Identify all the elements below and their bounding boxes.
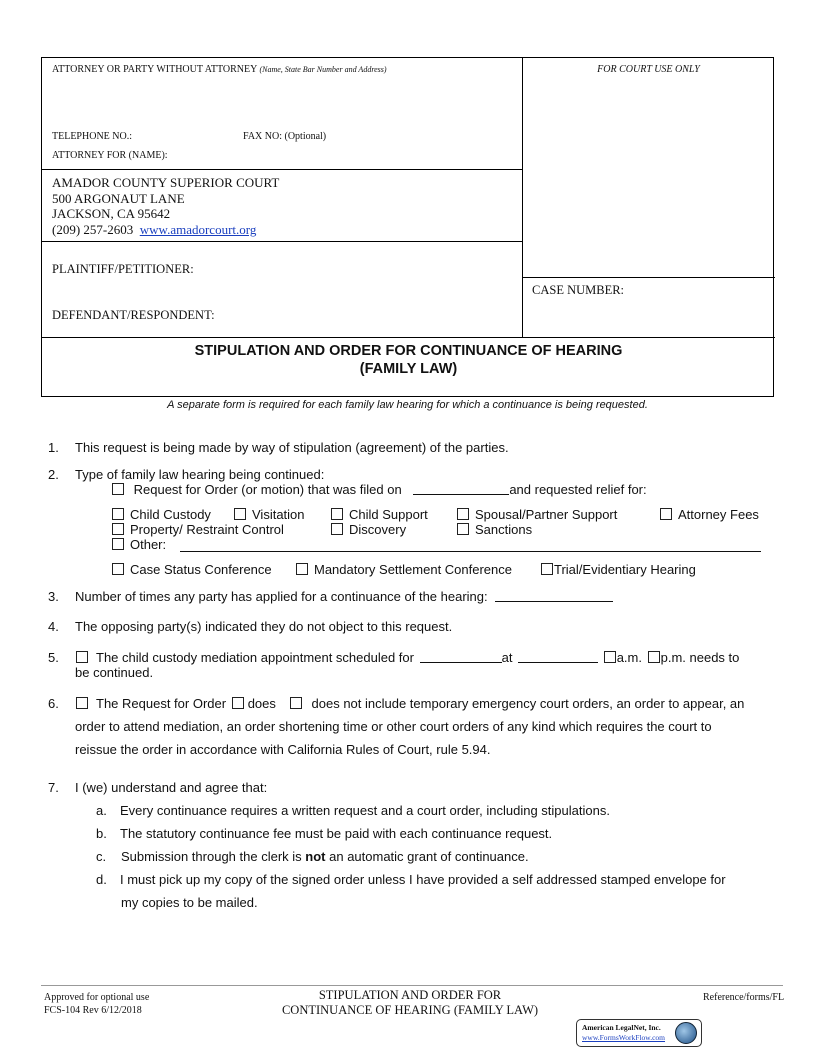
option-visitation[interactable] [234, 507, 305, 522]
discovery-checkbox[interactable] [331, 523, 343, 535]
spousal-support-checkbox[interactable] [457, 508, 469, 520]
property-label: Property/ Restraint Control [130, 522, 284, 537]
item-6-text-d: reissue the order in accordance with California Rules of Court, rule 5.94. [75, 742, 491, 757]
sanctions-checkbox[interactable] [457, 523, 469, 535]
court-website-link[interactable]: www.amadorcourt.org [139, 221, 257, 237]
mediation-time-field[interactable] [518, 651, 598, 663]
telephone-label: TELEPHONE NO.: [52, 131, 132, 142]
item-6-text-c: order to attend mediation, an order shortening time or other court orders of any kind which requires the court to [75, 719, 712, 734]
defendant-label: DEFENDANT/RESPONDENT: [52, 308, 215, 322]
sub-label: c. [96, 849, 107, 864]
court-phone: (209) 257-2603 [52, 221, 134, 237]
child-support-checkbox[interactable] [331, 508, 343, 520]
vendor-logo [576, 1019, 702, 1047]
footer-divider [41, 985, 783, 986]
sub-a-text: Every continuance requires a written request and a court order, including stipulations. [120, 803, 610, 818]
visitation-label: Visitation [252, 507, 305, 522]
case-status-label: Case Status Conference [130, 562, 272, 577]
court-name: AMADOR COUNTY SUPERIOR COURT [52, 175, 280, 190]
mediation-date-field[interactable] [420, 651, 502, 663]
other-label: Other: [130, 537, 167, 552]
does-label: does [247, 696, 276, 711]
child-custody-checkbox[interactable] [112, 508, 124, 520]
trial-checkbox[interactable] [541, 563, 553, 575]
visitation-checkbox[interactable] [234, 508, 246, 520]
item-5-continued: be continued. [75, 665, 154, 680]
case-number-label: CASE NUMBER: [532, 283, 625, 297]
option-mandatory-settlement[interactable] [296, 562, 512, 577]
child-custody-label: Child Custody [130, 507, 211, 522]
trial-label: Trial/Evidentiary Hearing [554, 562, 696, 577]
option-attorney-fees[interactable] [660, 507, 759, 522]
mediation-checkbox[interactable] [76, 651, 88, 663]
court-address [52, 175, 279, 237]
item-1-text: This request is being made by way of stipulation (agreement) of the parties. [75, 440, 509, 455]
caption-divider [42, 241, 522, 242]
sub-label: a. [96, 803, 107, 818]
sub-c-text-b: an automatic grant of continuance. [329, 849, 529, 864]
court-city: JACKSON, CA 95642 [52, 206, 171, 221]
rfo-row [112, 482, 647, 497]
am-label: a.m. [616, 650, 642, 665]
am-checkbox[interactable] [604, 651, 616, 663]
option-sanctions[interactable] [457, 522, 532, 537]
rfo-checkbox[interactable] [112, 483, 124, 495]
item-number: 3. [48, 589, 59, 604]
form-title: STIPULATION AND ORDER FOR CONTINUANCE OF HEARING [194, 343, 623, 359]
item-5-row [76, 650, 739, 665]
item-number: 5. [48, 650, 59, 665]
item-number: 7. [48, 780, 59, 795]
vendor-website[interactable]: www.FormsWorkFlow.com [582, 1033, 666, 1042]
footer-reference: Reference/forms/FL [703, 992, 785, 1003]
court-use-label: FOR COURT USE ONLY [597, 64, 700, 75]
item-number: 4. [48, 619, 59, 634]
form-subtitle: (FAMILY LAW) [359, 361, 458, 377]
item-3-text: Number of times any party has applied for a continuance of the hearing: [75, 589, 488, 604]
vendor-name: American LegalNet, Inc. [582, 1023, 661, 1032]
sub-d-text: I must pick up my copy of the signed order unless I have provided a self addressed stamped envelope for [120, 872, 726, 887]
footer-approved: Approved for optional use [44, 992, 150, 1003]
item-number: 6. [48, 696, 59, 711]
plaintiff-label: PLAINTIFF/PETITIONER: [52, 262, 194, 276]
instruction-note: A separate form is required for each family law hearing for which a continuance is being requested. [167, 399, 648, 411]
option-child-custody[interactable] [112, 507, 211, 522]
pm-checkbox[interactable] [648, 651, 660, 663]
footer-title-1: STIPULATION AND ORDER FOR [318, 988, 502, 1002]
item-5-text: The child custody mediation appointment scheduled for [96, 650, 414, 665]
option-case-status[interactable] [112, 562, 272, 577]
does-checkbox[interactable] [232, 697, 244, 709]
rfo-label: Request for Order (or motion) that was filed on [133, 482, 402, 497]
globe-icon [675, 1022, 697, 1044]
attorney-sublabel: (Name, State Bar Number and Address) [259, 65, 387, 74]
fax-label: FAX NO: (Optional) [243, 131, 327, 142]
discovery-label: Discovery [349, 522, 407, 537]
property-checkbox[interactable] [112, 523, 124, 535]
court-street: 500 ARGONAUT LANE [52, 190, 185, 206]
option-child-support[interactable] [331, 507, 428, 522]
caption-divider [42, 169, 522, 170]
attorney-fees-label: Attorney Fees [678, 507, 759, 522]
option-spousal-support[interactable] [457, 507, 617, 522]
spousal-support-label: Spousal/Partner Support [475, 507, 618, 522]
mandatory-settlement-checkbox[interactable] [296, 563, 308, 575]
option-property[interactable] [112, 522, 284, 537]
sanctions-label: Sanctions [475, 522, 533, 537]
attorney-for-label: ATTORNEY FOR (NAME): [52, 150, 168, 161]
caption-box [41, 57, 774, 397]
item-number: 1. [48, 440, 59, 455]
option-discovery[interactable] [331, 522, 406, 537]
attorney-fees-checkbox[interactable] [660, 508, 672, 520]
item-6-text-b: does not include temporary emergency court orders, an order to appear, an [311, 696, 745, 711]
sub-b-text: The statutory continuance fee must be paid with each continuance request. [120, 826, 553, 841]
continuance-count-field[interactable] [495, 590, 613, 602]
sub-label: d. [96, 872, 107, 887]
rfo-relief-label: and requested relief for: [509, 482, 647, 497]
child-support-label: Child Support [349, 507, 428, 522]
rfo-date-field[interactable] [413, 483, 509, 495]
item-5-at: at [501, 650, 513, 665]
attorney-label: ATTORNEY OR PARTY WITHOUT ATTORNEY [52, 64, 257, 75]
item-2-text: Type of family law hearing being continued: [75, 467, 325, 482]
other-text-field[interactable] [180, 540, 761, 552]
item-6-row [76, 696, 744, 711]
item-3-row [75, 589, 613, 604]
attorney-field[interactable] [52, 64, 387, 75]
mandatory-settlement-label: Mandatory Settlement Conference [314, 562, 512, 577]
caption-divider [522, 277, 775, 278]
item-number: 2. [48, 467, 59, 482]
pm-label: p.m. needs to [660, 650, 740, 665]
sub-d-text-b: my copies to be mailed. [121, 895, 258, 910]
item-4-text: The opposing party(s) indicated they do not object to this request. [75, 619, 453, 634]
does-not-checkbox[interactable] [290, 697, 302, 709]
item-6-text: The Request for Order [96, 696, 227, 711]
footer-title-2: CONTINUANCE OF HEARING (FAMILY LAW) [281, 1003, 539, 1017]
sub-c-row [121, 849, 529, 864]
option-trial[interactable] [541, 562, 696, 577]
sub-c-emphasis: not [305, 849, 326, 864]
option-other[interactable] [112, 537, 166, 552]
footer-form-id: FCS-104 Rev 6/12/2018 [44, 1005, 142, 1016]
sub-label: b. [96, 826, 107, 841]
caption-divider [42, 337, 775, 338]
rfo-emergency-checkbox[interactable] [76, 697, 88, 709]
caption-divider-vertical [522, 58, 523, 337]
sub-c-text: Submission through the clerk is [121, 849, 302, 864]
case-status-checkbox[interactable] [112, 563, 124, 575]
other-checkbox[interactable] [112, 538, 124, 550]
item-7-text: I (we) understand and agree that: [75, 780, 268, 795]
